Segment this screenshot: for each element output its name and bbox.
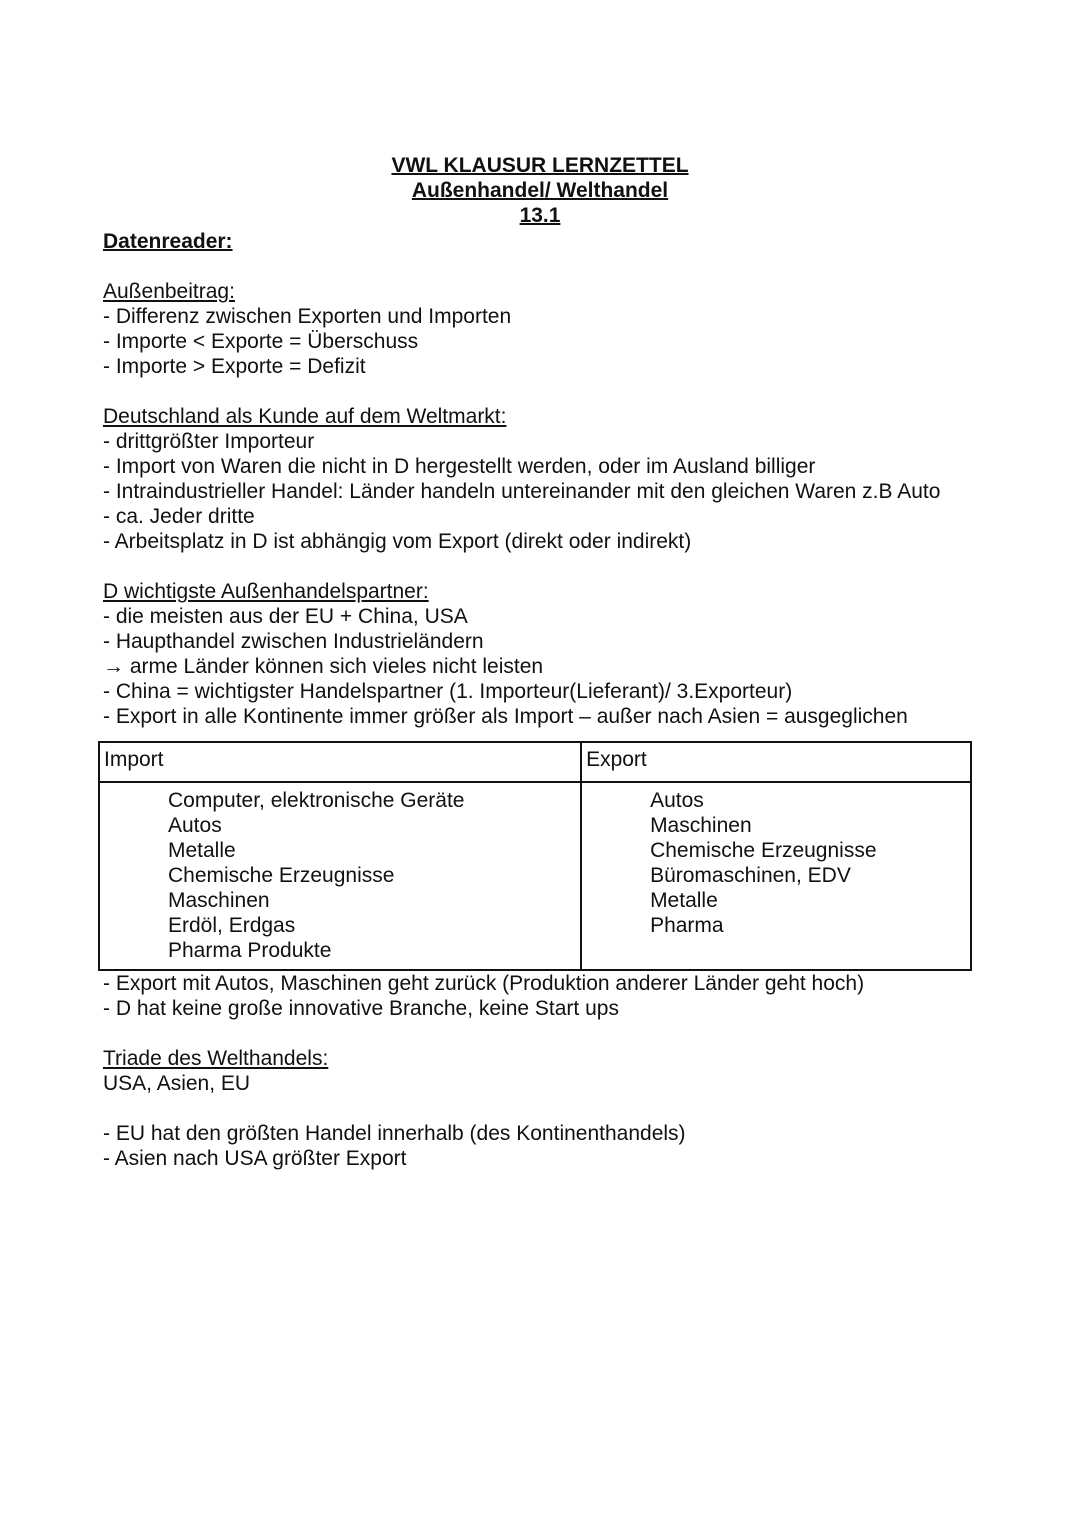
aussenbeitrag-heading: Außenbeitrag: <box>103 280 235 303</box>
document-title: VWL KLAUSUR LERNZETTEL <box>391 154 689 177</box>
export-item: Pharma <box>650 914 724 937</box>
import-item: Computer, elektronische Geräte <box>168 789 465 812</box>
list-item: - China = wichtigster Handelspartner (1. Importeur(Lieferant)/ 3.Exporteur) <box>103 680 793 703</box>
document-subtitle: Außenhandel/ Welthandel <box>411 179 669 202</box>
list-item: - drittgrößter Importeur <box>103 430 315 453</box>
list-item: - Importe < Exporte = Überschuss <box>103 330 419 353</box>
kunde-heading: Deutschland als Kunde auf dem Weltmarkt: <box>103 405 507 428</box>
import-item: Autos <box>168 814 222 837</box>
partner-section <box>103 579 1003 729</box>
list-item: - Arbeitsplatz in D ist abhängig vom Export (direkt oder indirekt) <box>103 530 692 553</box>
document-number: 13.1 <box>519 204 561 227</box>
import-item: Chemische Erzeugnisse <box>168 864 395 887</box>
import-column-header: Import <box>99 742 581 782</box>
list-item: - Importe > Exporte = Defizit <box>103 355 366 378</box>
triade-text: USA, Asien, EU <box>103 1072 251 1095</box>
triade-section <box>103 1046 1003 1171</box>
section-title: Datenreader: <box>103 230 233 253</box>
export-column-header: Export <box>581 742 971 782</box>
export-cell <box>581 782 971 970</box>
list-item: - Differenz zwischen Exporten und Importen <box>103 305 512 328</box>
aussenbeitrag-section <box>103 279 1003 379</box>
import-item: Metalle <box>168 839 236 862</box>
import-cell <box>99 782 581 970</box>
table-row <box>99 782 971 970</box>
list-item: - Intraindustrieller Handel: Länder handeln untereinander mit den gleichen Waren z.B Auto <box>103 480 941 503</box>
export-item: Autos <box>650 789 704 812</box>
kunde-section <box>103 404 1003 554</box>
list-item: - ca. Jeder dritte <box>103 505 255 528</box>
document-body <box>103 229 1003 1171</box>
list-item: - D hat keine große innovative Branche, keine Start ups <box>103 997 619 1020</box>
list-item: - Import von Waren die nicht in D hergestellt werden, oder im Ausland billiger <box>103 455 816 478</box>
list-item: - die meisten aus der EU + China, USA <box>103 605 468 628</box>
list-item: → arme Länder können sich vieles nicht leisten <box>103 655 544 678</box>
list-item: - Haupthandel zwischen Industrieländern <box>103 630 484 653</box>
document-header <box>0 153 1080 228</box>
after-table-section <box>103 971 1003 1021</box>
import-item: Maschinen <box>168 889 270 912</box>
import-item: Erdöl, Erdgas <box>168 914 296 937</box>
export-item: Chemische Erzeugnisse <box>650 839 877 862</box>
export-item: Metalle <box>650 889 718 912</box>
export-item: Büromaschinen, EDV <box>650 864 851 887</box>
import-item: Pharma Produkte <box>168 939 332 962</box>
list-item: - Export in alle Kontinente immer größer als Import – außer nach Asien = ausgeglichen <box>103 705 908 728</box>
table-header-row <box>99 742 971 782</box>
list-item: - EU hat den größten Handel innerhalb (des Kontinenthandels) <box>103 1122 686 1145</box>
trade-table <box>98 741 972 971</box>
partner-heading: D wichtigste Außenhandelspartner: <box>103 580 429 603</box>
triade-heading: Triade des Welthandels: <box>103 1047 329 1070</box>
export-item: Maschinen <box>650 814 752 837</box>
list-item: - Asien nach USA größter Export <box>103 1147 407 1170</box>
list-item: - Export mit Autos, Maschinen geht zurück (Produktion anderer Länder geht hoch) <box>103 972 865 995</box>
